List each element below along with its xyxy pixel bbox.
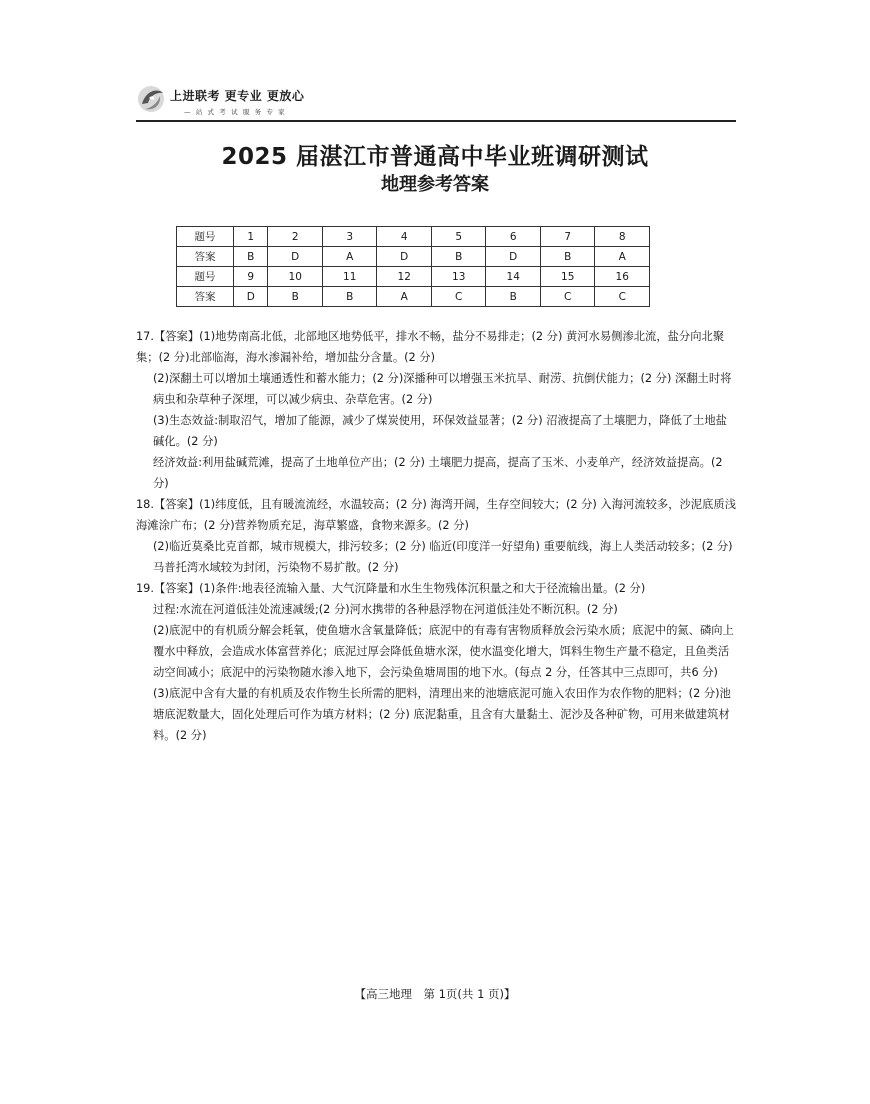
answer-table-cell: 2 (268, 227, 323, 247)
q19-answer-2: 过程:水流在河道低洼处流速减缓;(2 分)河水携带的各种悬浮物在河道低洼处不断沉积。(2 分) (153, 603, 618, 616)
q19-answer-1: 19.【答案】(1)条件:地表径流输入量、大气沉降量和水生生物残体沉积量之和大于径流输出量。(2 分) (136, 582, 646, 595)
page-subtitle: 地理参考答案 (381, 174, 489, 195)
answer-table-cell: D (377, 247, 432, 267)
answer-table-row-header: 答案 (177, 287, 234, 307)
answer-table-cell: 9 (234, 267, 268, 287)
answer-table-cell: 7 (540, 227, 595, 247)
answer-table-cell: 12 (377, 267, 432, 287)
answer-table-cell: D (486, 247, 541, 267)
answer-content (136, 326, 736, 746)
answer-table-row (177, 227, 650, 247)
answer-table-cell: A (322, 247, 377, 267)
brand-slogan: 上进联考 更专业 更放心 (170, 89, 305, 103)
q17-answer-2: (2)深翻土可以增加土壤通透性和蓄水能力；(2 分)深播种可以增强玉米抗旱、耐涝、抗倒伏能力；(2 分) 深翻土时将病虫和杂草种子深埋，可以减少病虫、杂草危害。(2 分) (153, 372, 732, 406)
answer-table-cell: B (234, 247, 268, 267)
q17-answer-3: (3)生态效益:制取沼气，增加了能源，减少了煤炭使用，环保效益显著；(2 分) 沼液提高了土壤肥力，降低了土地盐碱化。(2 分) (153, 414, 727, 448)
answer-table-row (177, 267, 650, 287)
answer-table-row (177, 287, 650, 307)
answer-table-cell: 5 (431, 227, 486, 247)
brand-tagline: — 站 式 考 试 服 务 专 家 (184, 108, 287, 116)
page-title: 2025 届湛江市普通高中毕业班调研测试 (221, 144, 649, 170)
q18-answer-2: (2)临近莫桑比克首都，城市规模大，排污较多；(2 分) 临近(印度洋一好望角) 重要航线，海上人类活动较多；(2 分)马普托湾水域较为封闭，污染物不易扩散。(2 分) (153, 540, 733, 574)
answer-table-cell: 13 (431, 267, 486, 287)
answer-table-cell: 11 (322, 267, 377, 287)
answer-table-cell: B (322, 287, 377, 307)
answer-table-cell: B (486, 287, 541, 307)
answer-table-cell: 16 (595, 267, 650, 287)
answer-table-cell: B (431, 247, 486, 267)
answer-table-cell: C (595, 287, 650, 307)
page-footer: 【高三地理 第 1页(共 1 页)】 (354, 987, 516, 1001)
answer-table-cell: A (595, 247, 650, 267)
answer-table (176, 226, 650, 307)
answer-table-cell: A (377, 287, 432, 307)
answer-table-cell: D (268, 247, 323, 267)
answer-table-cell: 4 (377, 227, 432, 247)
answer-table-cell: B (268, 287, 323, 307)
answer-table-row-header: 答案 (177, 247, 234, 267)
answer-table-cell: 15 (540, 267, 595, 287)
q18-answer-1: 18.【答案】(1)纬度低，且有暖流流经，水温较高；(2 分) 海湾开阔，生存空间较大；(2 分) 入海河流较多，沙泥底质浅海滩涂广布；(2 分)营养物质充足，海草繁盛，食物来源多。(2 分) (136, 498, 736, 532)
answer-table-cell: 14 (486, 267, 541, 287)
header-divider (136, 120, 736, 122)
q17-answer-4: 经济效益:利用盐碱荒滩，提高了土地单位产出；(2 分) 土壤肥力提高，提高了玉米、小麦单产，经济效益提高。(2 分) (153, 456, 723, 490)
answer-table-row (177, 247, 650, 267)
answer-table-row-header: 题号 (177, 267, 234, 287)
answer-table-cell: C (431, 287, 486, 307)
answer-table-row-header: 题号 (177, 227, 234, 247)
q19-answer-4: (3)底泥中含有大量的有机质及农作物生长所需的肥料，清理出来的池塘底泥可施入农田作为农作物的肥料；(2 分)池塘底泥数量大，固化处理后可作为填方材料；(2 分) 底泥黏重，且含有大量黏土、泥沙及各种矿物，可用来做建筑材料。(2 分) (153, 687, 731, 742)
brand-logo-icon (136, 84, 168, 114)
answer-table-cell: 10 (268, 267, 323, 287)
answer-table-cell: 6 (486, 227, 541, 247)
answer-table-cell: 3 (322, 227, 377, 247)
answer-table-cell: B (540, 247, 595, 267)
header (136, 82, 736, 122)
answer-table-cell: 1 (234, 227, 268, 247)
q19-answer-3: (2)底泥中的有机质分解会耗氧，使鱼塘水含氧量降低；底泥中的有毒有害物质释放会污染水质；底泥中的氮、磷向上覆水中释放，会造成水体富营养化；底泥过厚会降低鱼塘水深，使水温变化增大，饵料生物生产量不稳定，且鱼类活动空间减小；底泥中的污染物随水渗入地下，会污染鱼塘周围的地下水。(每点 2 分，任答其中三点即可，共6 分) (153, 624, 734, 679)
answer-table-cell: 8 (595, 227, 650, 247)
q17-answer-1: 17.【答案】(1)地势南高北低，北部地区地势低平，排水不畅，盐分不易排走；(2 分) 黄河水易侧渗北流，盐分向北聚集；(2 分)北部临海，海水渗漏补给，增加盐分含量。(2 分) (136, 330, 725, 364)
answer-table-cell: C (540, 287, 595, 307)
answer-table-cell: D (234, 287, 268, 307)
